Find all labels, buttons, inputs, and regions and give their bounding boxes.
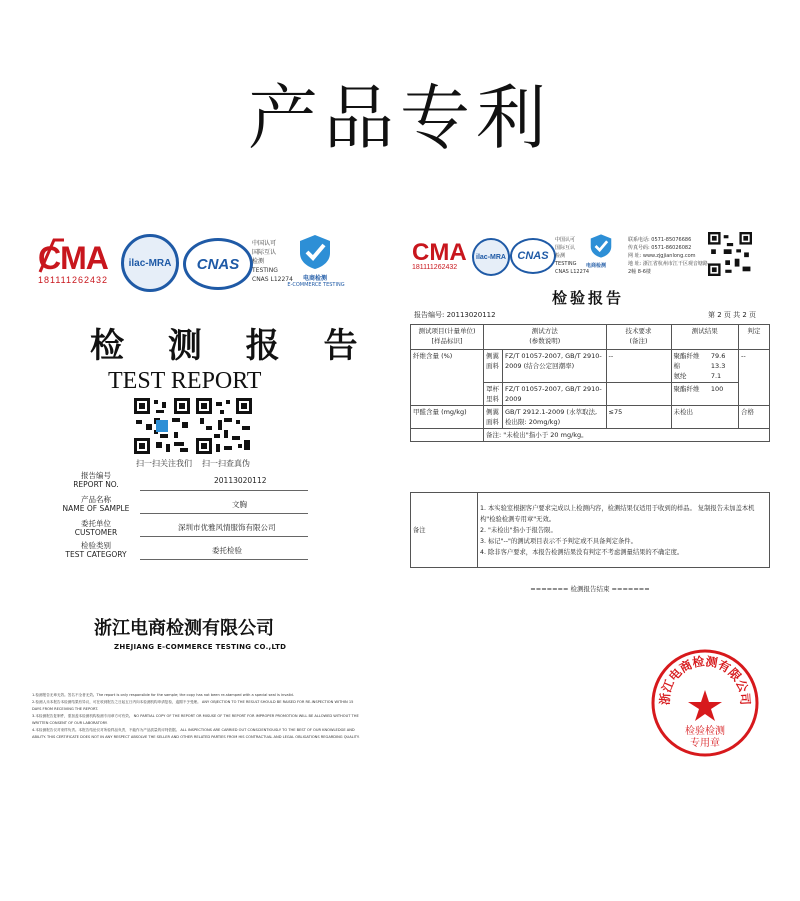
field-value-customer: 深圳市优雅风情服饰有限公司 [178,523,276,532]
qr-caption-verify: 扫一扫查真伪 [202,459,250,468]
accreditation-text: 中国认可 国际互认 检测 TESTING CNAS L12274 [252,240,293,283]
header-item: 测试项目(计量单位) [样品标识] [411,325,484,350]
seal-ring-text: 浙江电商检测有限公司 [657,654,753,706]
page-title: 产品专利 [248,77,552,159]
cnas-logo: CNAS [183,238,253,290]
table-row: 甲醛含量 (mg/kg) 侧翼 面料 GB/T 2912.1-2009 (水萃取法, 检出限: 20mg/kg) ≤75 未检出 合格 [411,406,770,429]
right-shield-check-icon [588,232,614,264]
red-seal-stamp [650,648,760,758]
ecommerce-testing-logo [296,233,334,275]
test-results-table [410,324,770,442]
header-verdict: 判定 [739,325,770,350]
header-requirement: 技术要求 (备注) [606,325,671,350]
qr-code-follow [134,398,190,454]
field-value-sample: 文胸 [232,500,247,509]
cma-logo-text: CMA [38,240,108,276]
seal-center-text-2: 专用章 [690,738,720,749]
company-name-en: ZHEJIANG E-COMMERCE TESTING CO.,LTD [114,643,287,651]
right-accreditation-text: 中国认可 国际互认 检测 TESTING CNAS L12274 [555,237,590,275]
report-title-en: TEST REPORT [108,368,262,394]
shield-check-icon [296,233,334,271]
fine-print: 1.检测报告无章无效。签名不全者无效。The report is only responsible for the sample; the copy has not been re-stamped with a special seal is invalid. 2.检测人未本报告本检测结果有异议，可在收到报告之日起五日内向本检测机构申请复检，逾期不予受理。 ANY OBJECTION TO THE RESULT SHOULD BE RAISED FOR RE-INSPECTION WITHIN 15 DAYS FROM RECEIVING THE REPORT. 3.本检测报告复制件，需加盖本检测机构检测专用章方可有效。 NO PARTIAL COPY OF THE REPORT OR MISUSE OF THE REPORT FOR IMPROPER PROMOTION WILL BE ALLOWED WITHOUT THE WRITTEN CONSENT OF OUR LABORATORY. 4.本检测报告仅对来样负责。本报告结论仅对所检样品负责，不能作为产品质量的评判依据。 ALL INSPECTIONS ARE CARRIED OUT CONSCIENTIOUSLY TO THE BEST OF OUR KNOWLEDGE AND ABILITY. THIS CERTIFICATE DOES NOT IN ANY RESPECT ABSOLVE THE SELLER AND OTHER RELATED PARTIES FROM HIS CONTRACTUAL AND LEGAL OBLIGATIONS REGARDING QUALITY. [32,693,360,739]
right-cma-logo-text: CMA [412,239,467,266]
star-icon [688,690,722,721]
notes-label: 备注 [411,493,478,568]
ilac-mra-logo: ilac-MRA [121,234,179,292]
header-result: 测试结果 [671,325,738,350]
qr-caption-follow: 扫一扫关注我们 [136,459,192,468]
page-info: 第 2 页 共 2 页 [708,311,757,319]
field-label-customer-cn: 委托单位 [81,519,111,528]
notes-table: 备注 1. 本实验室根据客户要求完成以上检测内容，检测结果仅适用于收到的样品。 复制报告未加盖本机构"检验检测专用章"无效。 2. "未检出"指小于报告限。 3. 标记"--"的测试项目表示不予判定或不具备判定条件。 4. 除非客户要求，本报告检测结果没有判定不考虑测量结果的不确定度。 [410,492,770,568]
field-label-customer-en: CUSTOMER [74,528,118,537]
right-report-title: 检验报告 [552,289,625,307]
right-qr-code [708,232,752,276]
ec-logo-cn: 电商检测 [302,275,327,282]
cma-number: 181111262432 [38,275,109,285]
table-note-row: 备注: "未检出"指小于 20 mg/kg。 [411,429,770,442]
qr-code-verify [196,398,252,454]
table-row: 纤维含量 (%) 侧翼 面料 FZ/T 01057-2007, GB/T 2910-2009 (结合公定回潮率) -- 聚酯纤维 棉 氨纶 79.6 13.3 7.1 -- [411,350,770,383]
field-label-sample-en: NAME OF SAMPLE [62,504,130,513]
report-end-note: ======= 检测报告结束 ======= [530,585,650,593]
report-title-cn: 检 测 报 告 [90,326,374,366]
table-row: 罩杯 里料 FZ/T 01057-2007, GB/T 2910-2009 聚酯纤维 100 [411,383,770,406]
right-cma-number: 181111262432 [412,264,458,271]
right-cnas-logo: CNAS [510,238,556,274]
table-header-row [411,325,770,350]
right-ilac-logo: ilac-MRA [472,238,510,276]
field-value-category: 委托检验 [212,546,242,555]
right-report-no: 报告编号: 20113020112 [414,311,496,319]
ec-logo-en: E-COMMERCE TESTING [287,282,345,288]
field-label-category-cn: 检验类别 [81,541,111,550]
contact-info: 联系电话: 0571-85076686 传真号码: 0571-86026082 网 址: www.zjgjianlong.com 地 址: 浙江省杭州市江干区观音塘路 2幢 8-6楼 [628,237,708,275]
field-label-report-no-cn: 报告编号 [81,471,111,480]
company-name-cn: 浙江电商检测有限公司 [94,618,274,639]
field-label-sample-cn: 产品名称 [81,495,111,504]
header-method: 测试方法 (参数说明) [484,325,607,350]
seal-center-text-1: 检验检测 [685,726,725,737]
field-value-report-no: 20113020112 [214,476,267,485]
right-ec-logo-cn: 电商检测 [586,263,607,269]
field-label-report-no-en: REPORT NO. [73,480,119,489]
field-label-category-en: TEST CATEGORY [65,550,127,559]
